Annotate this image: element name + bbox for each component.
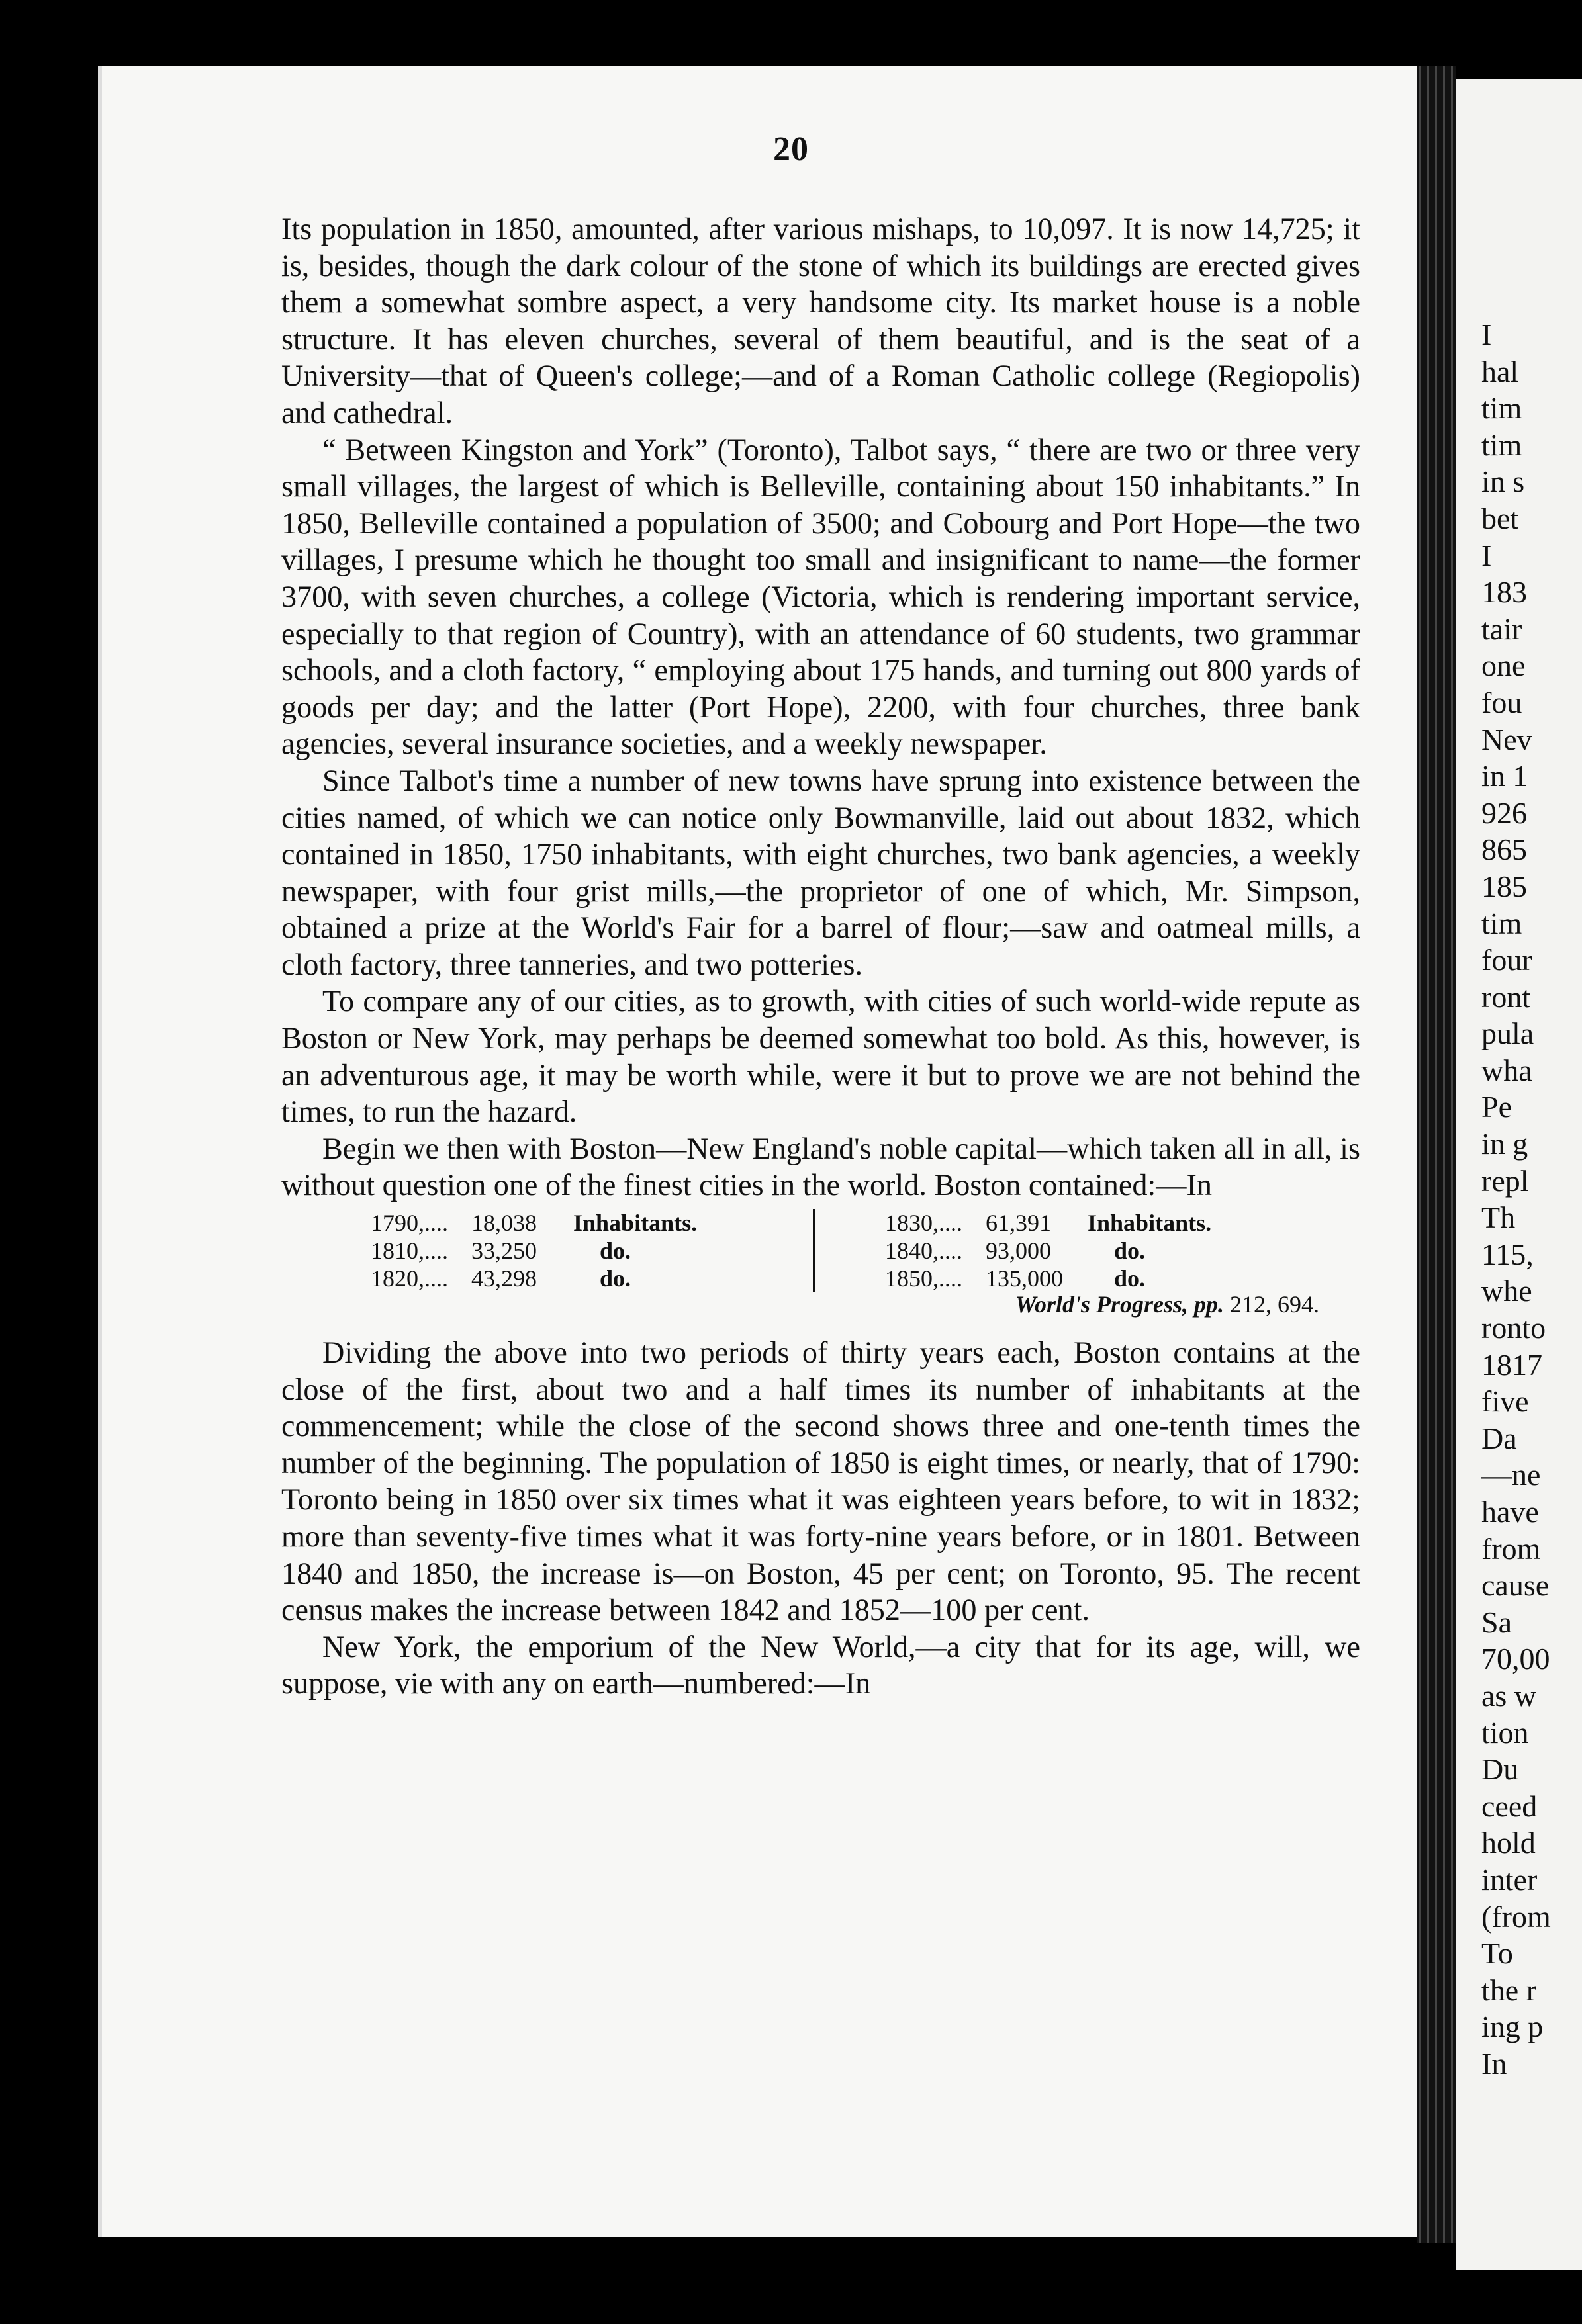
table-cell-year: 1840,.... bbox=[885, 1237, 962, 1265]
adjacent-page-line: ing p bbox=[1481, 2010, 1544, 2044]
adjacent-page-line: repl bbox=[1481, 1163, 1529, 1198]
table-cell-unit: do. bbox=[600, 1237, 631, 1265]
paragraph-compare-cities: To compare any of our cities, as to growth, with cities of such world-wide repute as Boston or New York, may perhaps be deemed somewhat too bold. As this, however, is an adventurous age, it may be worth while, were it but to prove we are not behind the times, to run the hazard. bbox=[281, 984, 1360, 1129]
adjacent-page-line: Sa bbox=[1481, 1605, 1512, 1639]
adjacent-page-line: fou bbox=[1481, 685, 1522, 719]
table-row bbox=[371, 1209, 697, 1237]
adjacent-page-line: Nev bbox=[1481, 722, 1532, 756]
adjacent-page-line: ront bbox=[1481, 979, 1531, 1014]
adjacent-page-line: five bbox=[1481, 1384, 1529, 1419]
page-edge-shadow bbox=[1417, 66, 1456, 2243]
adjacent-page-line: in 1 bbox=[1481, 759, 1528, 793]
source-citation bbox=[281, 1290, 1360, 1318]
boston-population-table bbox=[281, 1209, 1360, 1290]
second-section bbox=[281, 1334, 1360, 1702]
adjacent-page-line: whe bbox=[1481, 1274, 1532, 1308]
adjacent-page-line: 115, bbox=[1481, 1237, 1534, 1271]
adjacent-page-line: ceed bbox=[1481, 1789, 1538, 1823]
adjacent-page-line: wha bbox=[1481, 1053, 1532, 1087]
adjacent-page-line: 183 bbox=[1481, 575, 1527, 609]
table-cell-unit: Inhabitants. bbox=[573, 1210, 698, 1237]
adjacent-page-line: 70,00 bbox=[1481, 1642, 1550, 1676]
table-cell-count: 18,038 bbox=[471, 1210, 537, 1237]
adjacent-page-line: pula bbox=[1481, 1016, 1534, 1051]
adjacent-page-line: bet bbox=[1481, 501, 1519, 535]
table-cell-count: 135,000 bbox=[986, 1265, 1063, 1292]
adjacent-page-line: one bbox=[1481, 648, 1526, 683]
table-cell-unit: Inhabitants. bbox=[1088, 1210, 1212, 1237]
table-column-left bbox=[371, 1209, 697, 1292]
table-cell-unit: do. bbox=[1114, 1265, 1146, 1292]
citation-title: World's Progress, pp. bbox=[1015, 1291, 1224, 1318]
table-row bbox=[371, 1265, 697, 1292]
adjacent-page-line: Du bbox=[1481, 1752, 1519, 1787]
table-cell-year: 1830,.... bbox=[885, 1210, 962, 1237]
main-text bbox=[281, 210, 1360, 1702]
table-divider bbox=[813, 1209, 815, 1292]
paragraph-dividing: Dividing the above into two periods of thirty years each, Boston contains at the close of the first, about two and a half times its number of inhabitants at the commencement; while the close of the second shows three and one-tenth times the number of the beginning. The population of 1850 is eight times, or nearly, that of 1790: Toronto being in 1850 over six times what it was eighteen years before, to wit in 1832; more than seventy-five times what it was forty-nine years before, or in 1801. Between 1840 and 1850, the increase is—on Boston, 45 per cent; on Toronto, 95. The recent census makes the increase between 1842 and 1852—100 per cent. bbox=[281, 1335, 1360, 1627]
paragraph-new-york: New York, the emporium of the New World,—a city that for its age, will, we suppose, vie with any on earth—numbered:—In bbox=[281, 1629, 1360, 1701]
adjacent-page-line: To bbox=[1481, 1936, 1513, 1971]
adjacent-page-line: I bbox=[1481, 318, 1492, 351]
adjacent-page-line: tim bbox=[1481, 391, 1522, 425]
adjacent-page-line: in s bbox=[1481, 465, 1525, 499]
adjacent-page-line: tair bbox=[1481, 611, 1522, 646]
adjacent-page-line: cause bbox=[1481, 1568, 1550, 1603]
adjacent-page-line: —ne bbox=[1481, 1458, 1541, 1492]
adjacent-page-line: Pe bbox=[1481, 1090, 1512, 1124]
citation-pages: 212, 694. bbox=[1224, 1291, 1319, 1318]
table-cell-year: 1790,.... bbox=[371, 1210, 448, 1237]
table-row bbox=[885, 1265, 1211, 1292]
adjacent-page-line: 926 bbox=[1481, 795, 1527, 830]
adjacent-page-line: inter bbox=[1481, 1862, 1538, 1897]
adjacent-page-line: ronto bbox=[1481, 1311, 1546, 1345]
table-row bbox=[885, 1237, 1211, 1265]
adjacent-page-line: tion bbox=[1481, 1715, 1529, 1750]
adjacent-page-line: Da bbox=[1481, 1421, 1517, 1455]
adjacent-page-line: in g bbox=[1481, 1127, 1528, 1161]
adjacent-page-line: tim bbox=[1481, 427, 1522, 462]
table-cell-year: 1810,.... bbox=[371, 1237, 448, 1265]
table-cell-count: 93,000 bbox=[986, 1237, 1051, 1265]
table-row bbox=[885, 1209, 1211, 1237]
paragraph-boston-intro: Begin we then with Boston—New England's noble capital—which taken all in all, is without question one of the finest cities in the world. Boston contained:—In bbox=[281, 1131, 1360, 1202]
table-column-right bbox=[885, 1209, 1211, 1292]
table-cell-unit: do. bbox=[600, 1265, 631, 1292]
table-cell-count: 61,391 bbox=[986, 1210, 1051, 1237]
paragraph-new-towns: Since Talbot's time a number of new towns have sprung into existence between the cities named, of which we can notice only Bowmanville, laid out about 1832, which contained in 1850, 1750 inhabitants, with eight churches, two bank agencies, a weekly newspaper, with four grist mills,—the proprietor of one of which, Mr. Simpson, obtained a prize at the World's Fair for a barrel of flour;—saw and oatmeal mills, a cloth factory, three tanneries, and two potteries. bbox=[281, 763, 1360, 981]
table-row bbox=[371, 1237, 697, 1265]
adjacent-page-line: 185 bbox=[1481, 869, 1527, 903]
paragraph-kingston: Its population in 1850, amounted, after various mishaps, to 10,097. It is now 14,725; it is, besides, though the dark colour of the stone of which its buildings are erected gives them a somewhat sombre aspect, a very handsome city. Its market house is a noble structure. It has eleven churches, several of them beautiful, and is the seat of a University—that of Queen's college;—and of a Roman Catholic college (Regiopolis) and cathedral. bbox=[281, 212, 1360, 429]
adjacent-page-line: from bbox=[1481, 1531, 1541, 1566]
adjacent-page-line: four bbox=[1481, 943, 1532, 977]
adjacent-page-line: I bbox=[1481, 538, 1492, 572]
adjacent-page-fragments bbox=[1481, 316, 1551, 2082]
adjacent-page-line: hal bbox=[1481, 354, 1519, 388]
adjacent-page-line: 1817 bbox=[1481, 1347, 1542, 1382]
adjacent-page bbox=[1456, 79, 1582, 2270]
adjacent-page-line: tim bbox=[1481, 906, 1522, 940]
adjacent-page-line: the r bbox=[1481, 1973, 1537, 2007]
adjacent-page-line: In bbox=[1481, 2046, 1507, 2080]
page-number: 20 bbox=[773, 130, 809, 168]
table-cell-year: 1850,.... bbox=[885, 1265, 962, 1292]
adjacent-page-line: (from bbox=[1481, 1899, 1551, 1934]
table-cell-unit: do. bbox=[1114, 1237, 1146, 1265]
adjacent-page-line: 865 bbox=[1481, 832, 1527, 867]
table-cell-count: 33,250 bbox=[471, 1237, 537, 1265]
table-cell-year: 1820,.... bbox=[371, 1265, 448, 1292]
adjacent-page-line: as w bbox=[1481, 1678, 1537, 1713]
paragraph-talbot-quote: “ Between Kingston and York” (Toronto), Talbot says, “ there are two or three very small villages, the largest of which is Belleville, containing about 150 inhabitants.” In 1850, Belleville contained a population of 3500; and Cobourg and Port Hope—the two villages, I presume which he thought too small and insignificant to name—the former 3700, with seven churches, a college (Victoria, which is rendering important service, especially to that region of Country), with an attendance of 60 students, two grammar schools, and a cloth factory, “ employing about 175 hands, and turning out 800 yards of goods per day; and the latter (Port Hope), 2200, with four churches, three bank agencies, several insurance societies, and a weekly newspaper. bbox=[281, 432, 1360, 761]
adjacent-page-line: hold bbox=[1481, 1826, 1536, 1860]
adjacent-page-line: Th bbox=[1481, 1200, 1516, 1235]
adjacent-page-line: have bbox=[1481, 1495, 1539, 1529]
table-cell-count: 43,298 bbox=[471, 1265, 537, 1292]
